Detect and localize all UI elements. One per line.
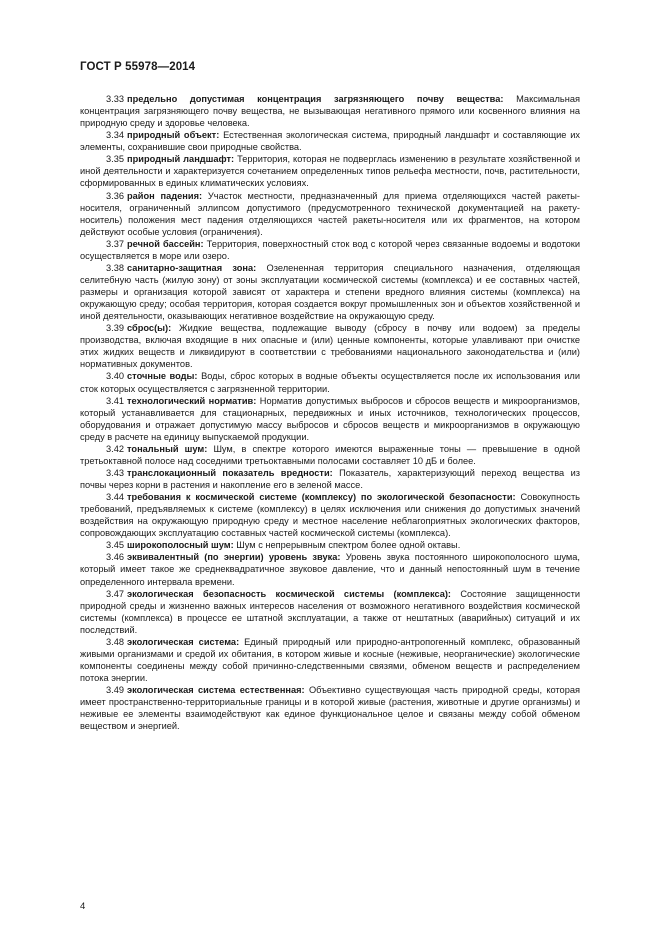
entry-number: 3.46 [106, 552, 125, 563]
definition-entry [80, 636, 580, 684]
definition-entry [80, 551, 580, 587]
entry-number: 3.41 [106, 395, 125, 406]
entry-term: тональный шум: [127, 443, 208, 454]
definition-entry [80, 129, 580, 153]
entry-term: транслокационный показатель вредности: [127, 467, 333, 478]
entry-term: предельно допустимая концентрация загрязняющего почву вещества: [127, 94, 504, 104]
definition-entry [80, 395, 580, 443]
definition-entry [80, 539, 580, 551]
definition-entry [80, 153, 580, 189]
entry-term: природный объект: [127, 130, 220, 141]
definition-entry [80, 684, 580, 732]
document-body [80, 93, 580, 732]
entry-text: Озелененная территория специального назначения, отделяющая селитебную часть (жилую зону) от зоны эксплуатации космической системы (комплекса) и ее составных частей, размеры и организация которой зависят от характера и степени вредного влияния системы (комплекса) на окружающую среду; особая территория, которая создается вокруг промышленных зон и объектов хозяйственной и иной деятельности, оказывающих негативное воздействие на окружающую среду. [80, 262, 580, 322]
entry-number: 3.43 [106, 467, 125, 478]
entry-term: район падения: [127, 190, 203, 201]
entry-term: санитарно-защитная зона: [127, 262, 257, 273]
entry-text: Норматив допустимых выбросов и сбросов веществ и микроорганизмов, который устанавливается для стационарных, передвижных и иных источников, технологических процессов, оборудования и отражает допустимую массу выбросов и сбросов веществ и микроорганизмов в окружающую среду в расчете на единицу выпускаемой продукции. [80, 395, 581, 442]
document-header: ГОСТ Р 55978—2014 [80, 61, 196, 73]
page-number: 4 [80, 901, 86, 912]
entry-number: 3.48 [106, 636, 125, 647]
entry-text: Шум с непрерывным спектром более одной октавы. [236, 540, 461, 551]
definition-entry [80, 190, 580, 238]
entry-text: Шум, в спектре которого имеются выраженные тоны — превышение в одной третьоктавной полосе над соседними третьоктавными полосами составляет 10 дБ и более. [80, 443, 580, 466]
definition-entry [80, 443, 580, 467]
entry-number: 3.33 [106, 94, 125, 104]
entry-number: 3.38 [106, 262, 125, 273]
entry-term: сброс(ы): [127, 323, 172, 334]
entry-term: сточные воды: [127, 371, 198, 382]
definition-entry [80, 93, 580, 129]
definition-entry [80, 322, 580, 370]
entry-number: 3.35 [106, 154, 125, 165]
entry-text: Совокупность требований, предъявляемых к системе (комплексу) в целях исключения или снижения до допустимых значений воздействия на окружающую природную среду и местное население неблагоприятных экологических факторов, сопровождающих эксплуатацию составных частей космической системы (комплекса). [80, 492, 580, 539]
definition-entry [80, 467, 580, 491]
entry-term: экологическая система естественная: [127, 685, 305, 696]
entry-number: 3.45 [106, 540, 125, 551]
entry-text: Территория, которая не подверглась изменению в результате хозяйственной и иной деятельности и характеризуется сочетанием определенных типов рельефа местности, почв, растительности, сформированных в единых климатических условиях. [80, 154, 580, 189]
definition-entry [80, 491, 580, 539]
entry-text: Территория, поверхностный сток вод с которой через связанные водоемы и водотоки осуществляется в море или озеро. [80, 238, 580, 261]
entry-term: природный ландшафт: [127, 154, 235, 165]
entry-number: 3.37 [106, 238, 125, 249]
entry-text: Объективно существующая часть природной среды, которая имеет пространственно-территориальные границы и в которой живые (растения, животные и другие организмы) и неживые ее элементы взаимодействуют как единое функциональное целое и связаны между собой обменом веществом и энергией. [80, 685, 580, 732]
entry-term: экологическая система: [127, 636, 240, 647]
entry-text: Жидкие вещества, подлежащие выводу (сбросу в почву или водоем) за пределы производства, включая входящие в них опасные и (или) ценные компоненты, которые улавливают при очистке этих жидких веществ и ликвидируют в соответствии с требованиями национального законодательства и (или) нормативных документов. [80, 323, 580, 370]
entry-term: эквивалентный (по энергии) уровень звука: [127, 552, 341, 563]
entry-text: Уровень звука постоянного широкополосного шума, который имеет такое же среднеквадратичное звуковое давление, что и данный непостоянный шум в течение определенного интервала времени. [80, 552, 580, 587]
entry-number: 3.44 [106, 492, 125, 503]
entry-number: 3.42 [106, 443, 125, 454]
entry-number: 3.34 [106, 130, 125, 141]
entry-number: 3.47 [106, 588, 125, 599]
entry-term: экологическая безопасность космической системы (комплекса): [127, 588, 452, 599]
entry-term: требования к космической системе (комплексу) по экологической безопасности: [127, 492, 516, 503]
entry-text: Естественная экологическая система, природный ландшафт и составляющие их элементы, сохранившие свои природные свойства. [80, 130, 580, 153]
entry-number: 3.40 [106, 371, 125, 382]
definition-entry [80, 588, 580, 636]
entry-text: Участок местности, предназначенный для приема отделяющихся частей ракеты-носителя, ограниченный эллипсом допустимого (предусмотренного технической документацией на ракету-носитель) положения мест падения отделяющихся частей ракеты-носителя или их фрагментов, на котором действуют особые условия (ограничения). [80, 190, 580, 237]
entry-text: Воды, сброс которых в водные объекты осуществляется после их использования или сток которых осуществляется с загрязненной территории. [80, 371, 580, 394]
definition-entry [80, 370, 580, 394]
entry-term: широкополосный шум: [127, 540, 234, 551]
entry-text: Единый природный или природно-антропогенный комплекс, образованный живыми организмами и средой их обитания, в котором живые и косные (неживые, неорганические) экологические компоненты соединены между собой причинно-следственными связями, обменом веществ и распределением потока энергии. [80, 636, 580, 683]
entry-term: речной бассейн: [127, 238, 204, 249]
definition-entry [80, 238, 580, 262]
entry-number: 3.49 [106, 685, 125, 696]
entry-text: Показатель, характеризующий переход вещества из почвы через корни в растения и накопление его в зеленой массе. [80, 467, 580, 490]
entry-term: технологический норматив: [127, 395, 257, 406]
entry-number: 3.36 [106, 190, 125, 201]
definition-entry [80, 262, 580, 322]
entry-text: Состояние защищенности природной среды и жизненно важных интересов населения от возможного негативного воздействия космической системы (комплекса) в процессе ее штатной эксплуатации, а также от нештатных (аварийных) ситуаций и их последствий. [80, 588, 580, 635]
entry-text: Максимальная концентрация загрязняющего почву вещества, не вызывающая негативного прямого или косвенного влияния на природную среду и здоровье человека. [80, 94, 580, 129]
entry-number: 3.39 [106, 323, 125, 334]
